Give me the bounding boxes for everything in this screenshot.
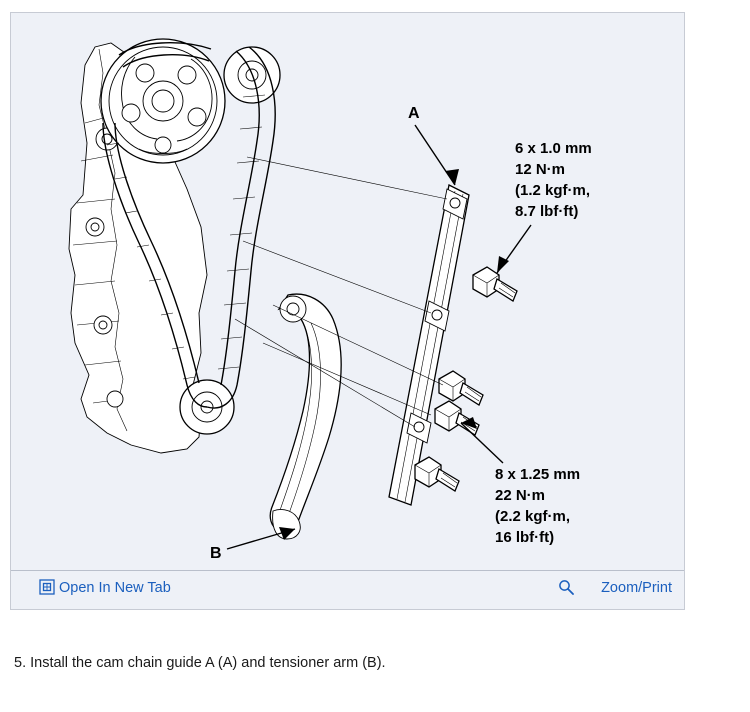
figure-caption: 5. Install the cam chain guide A (A) and tensioner arm (B).: [14, 655, 386, 671]
figure-toolbar: [11, 570, 684, 609]
spec-8x1.25-line-1: 8 x 1.25 mm: [495, 466, 581, 483]
cam-sprocket: [101, 39, 225, 163]
spec-6x1.0-line-4: 8.7 lbf·ft): [515, 203, 579, 220]
callout-A-label: A: [408, 105, 420, 122]
tensioner-arm-B: [270, 294, 341, 539]
engine-diagram-svg: [11, 13, 684, 571]
bolt-8x1.25-upper: [439, 371, 483, 405]
spec-8x1.25: [461, 417, 580, 546]
spec-8x1.25-line-2: 22 N·m: [495, 487, 546, 504]
zoom-print-link[interactable]: Zoom/Print: [601, 580, 672, 596]
callout-B: [210, 527, 295, 562]
spec-6x1.0: [497, 140, 592, 273]
bolt-6x1.0: [473, 267, 517, 301]
figure-image: [11, 13, 684, 571]
bolt-8x1.25-lower: [415, 457, 459, 491]
callout-A: [408, 105, 459, 185]
callout-B-label: B: [210, 545, 222, 562]
open-in-new-tab-link[interactable]: Open In New Tab: [59, 580, 171, 596]
spec-6x1.0-line-1: 6 x 1.0 mm: [515, 140, 592, 157]
open-in-new-tab-icon[interactable]: [39, 579, 55, 595]
spec-6x1.0-line-3: (1.2 kgf·m,: [515, 182, 591, 199]
figure-panel: [10, 12, 685, 610]
spec-6x1.0-line-2: 12 N·m: [515, 161, 566, 178]
magnifier-icon[interactable]: [558, 579, 574, 595]
spec-8x1.25-line-3: (2.2 kgf·m,: [495, 508, 571, 525]
spec-8x1.25-line-4: 16 lbf·ft): [495, 529, 555, 546]
